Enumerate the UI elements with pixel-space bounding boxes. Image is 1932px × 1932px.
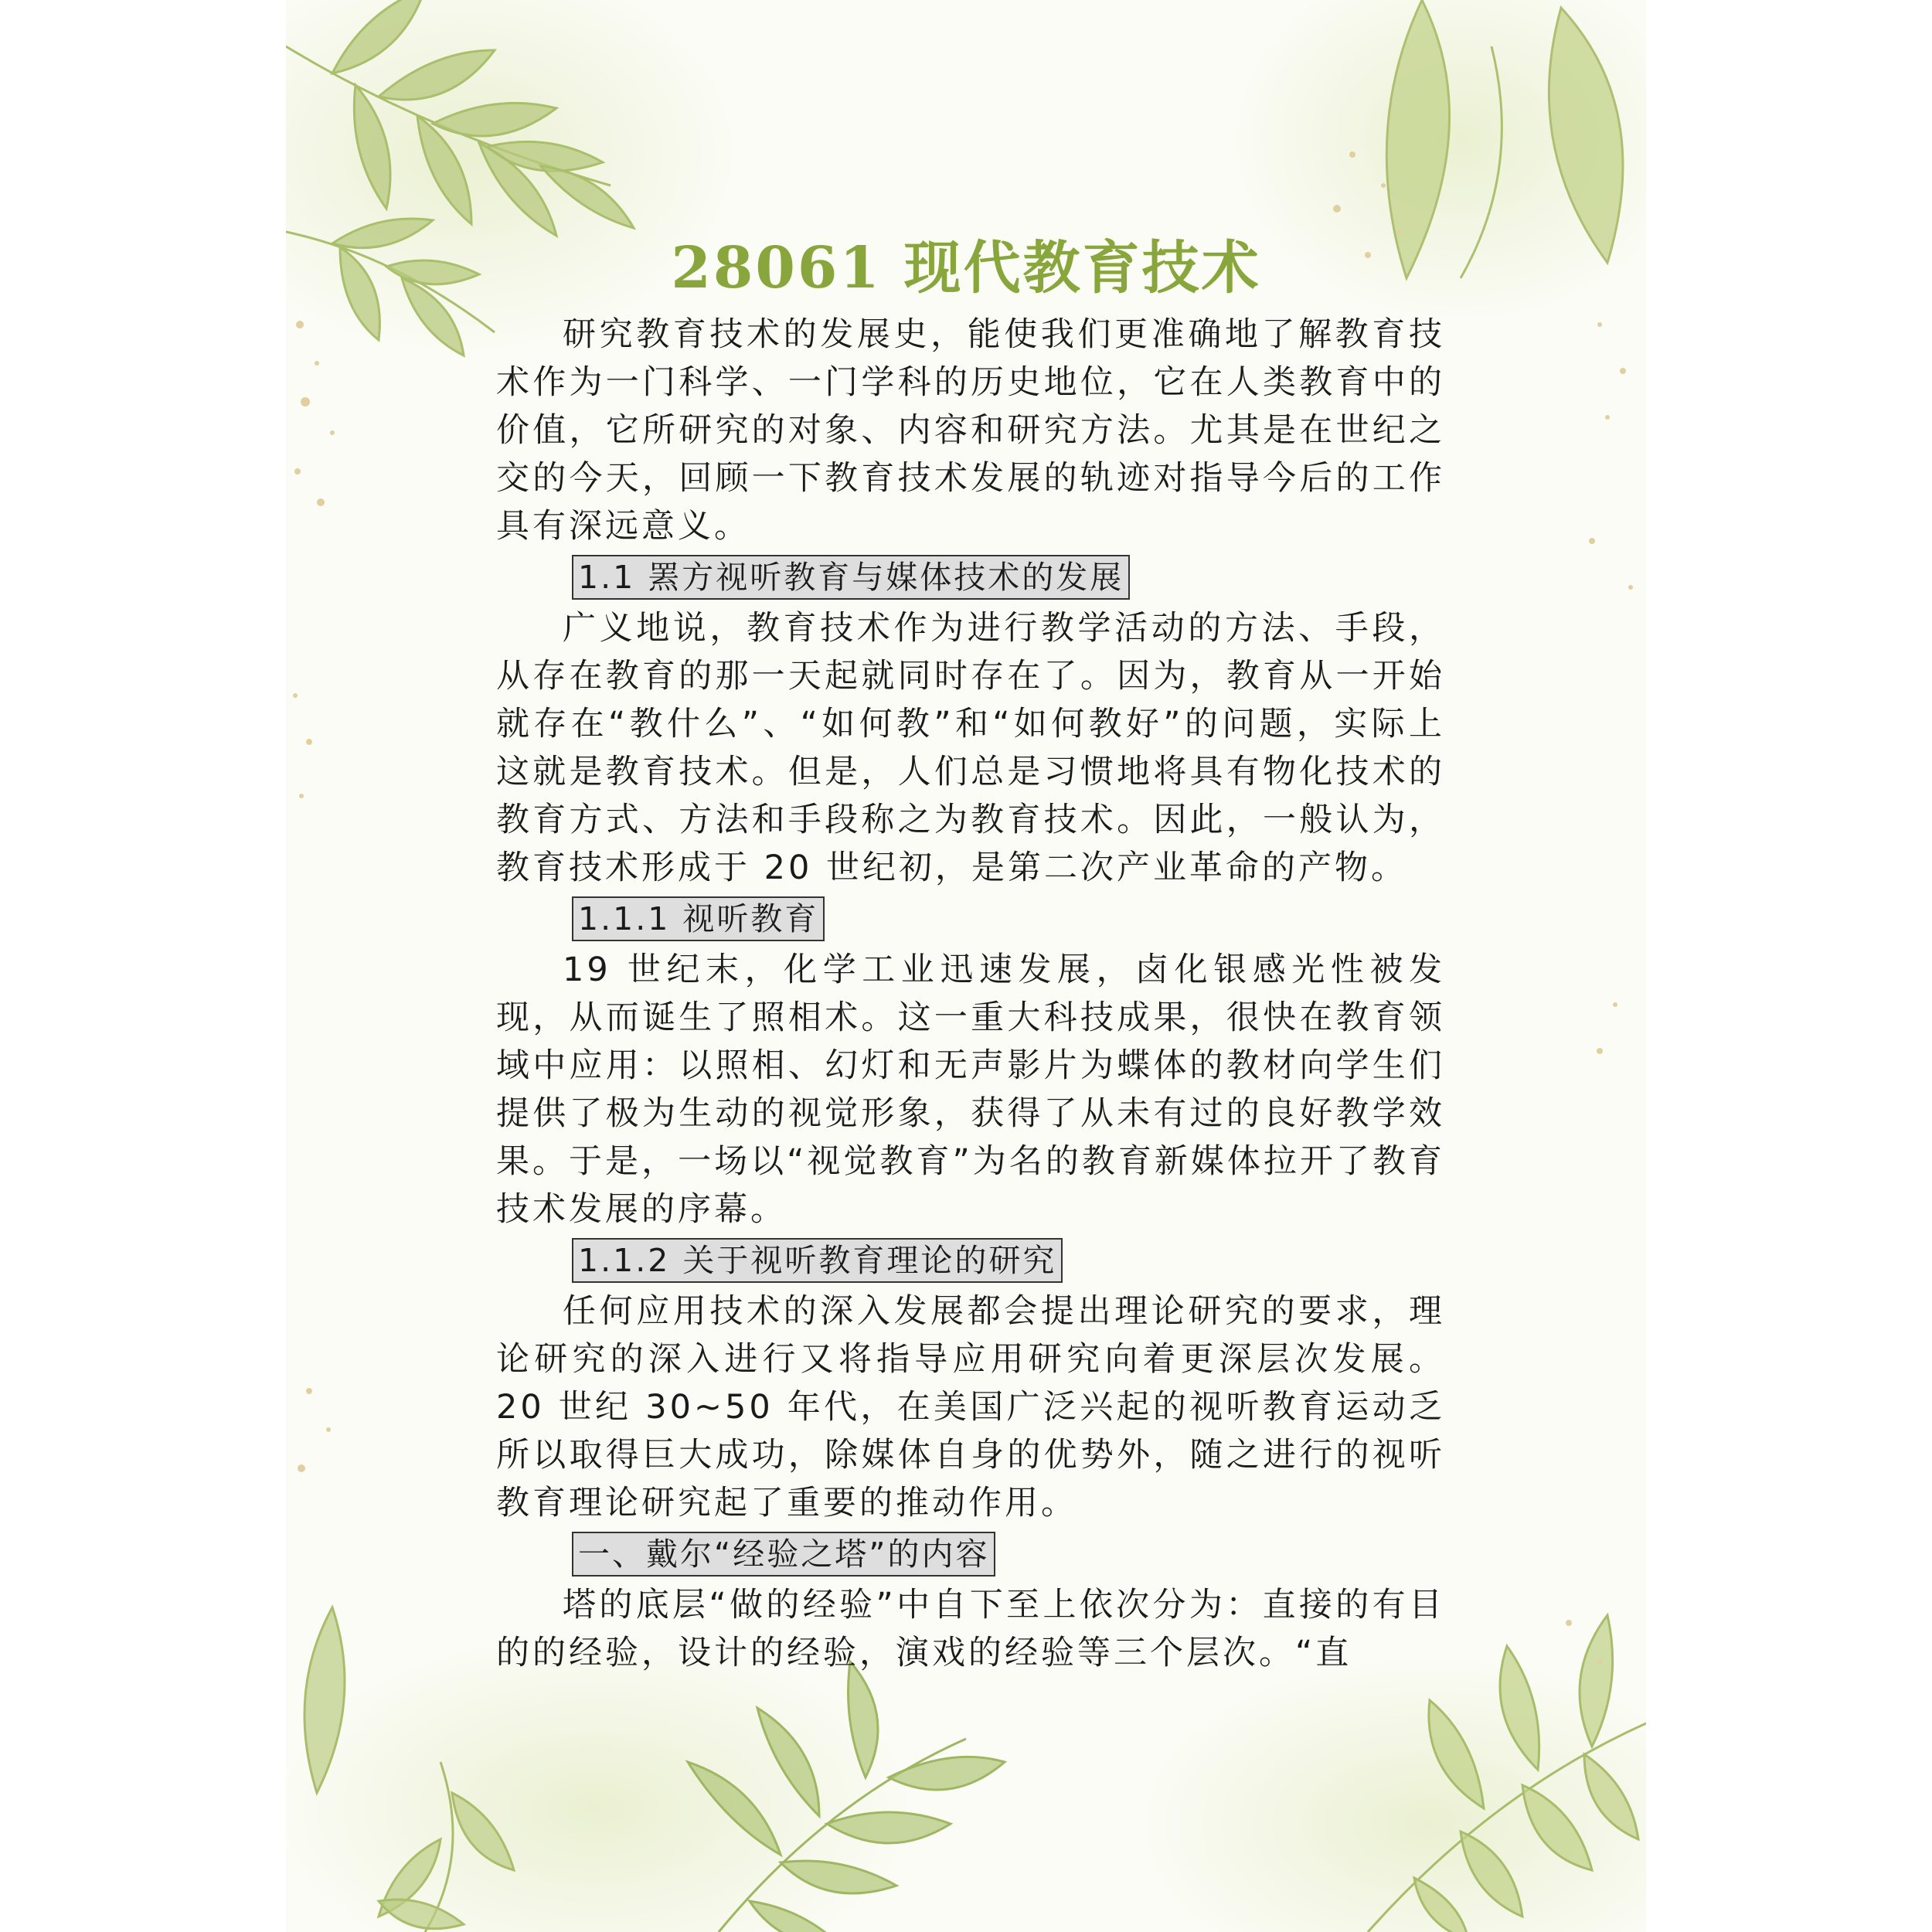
paragraph: 19 世纪末，化学工业迅速发展，卤化银感光性被发现，从而诞生了照相术。这一重大科技成果，很快在教育领域中应用：以照相、幻灯和无声影片为蝶体的教材向学生们提供了极为生动的视觉形象，获得了从未有过的良好教学效果。于是，一场以“视觉教育”为名的教育新媒体拉开了教育技术发展的序幕。 <box>496 951 1445 1229</box>
section-heading-row <box>496 553 1445 601</box>
section-heading-row <box>496 895 1445 943</box>
section-heading-row <box>496 1236 1445 1284</box>
paragraph: 广义地说，教育技术作为进行教学活动的方法、手段，从存在教育的那一天起就同时存在了。因为，教育从一开始就存在“教什么”、“如何教”和“如何教好”的问题，实际上这就是教育技术。但是，人们总是习惯地将具有物化技术的教育方式、方法和手段称之为教育技术。因此，一般认为，教育技术形成于 20 世纪初，是第二次产业革命的产物。 <box>496 609 1445 887</box>
paragraph: 研究教育技术的发展史，能使我们更准确地了解教育技术作为一门科学、一门学科的历史地位，它在人类教育中的价值，它所研究的对象、内容和研究方法。尤其是在世纪之交的今天，回顾一下教育技术发展的轨迹对指导今后的工作具有深远意义。 <box>496 315 1445 546</box>
document-page <box>286 0 1646 1932</box>
document-body <box>496 311 1445 1677</box>
section-heading: 1.1.2 关于视听教育理论的研究 <box>572 1238 1063 1283</box>
document-title: 28061 现代教育技术 <box>671 235 1261 301</box>
paragraph: 塔的底层“做的经验”中自下至上依次分为：直接的有目的的经验，设计的经验，演戏的经验等三个层次。“直 <box>496 1586 1445 1672</box>
section-heading-row <box>496 1530 1445 1578</box>
paragraph: 任何应用技术的深入发展都会提出理论研究的要求，理论研究的深入进行又将指导应用研究向着更深层次发展。20 世纪 30~50 年代，在美国广泛兴起的视听教育运动乏所以取得巨大成功，除媒体自身的优势外，随之进行的视听教育理论研究起了重要的推动作用。 <box>496 1292 1445 1522</box>
section-heading: 1.1.1 视听教育 <box>572 896 825 941</box>
section-heading: 1.1 罴方视听教育与媒体技术的发展 <box>572 555 1130 600</box>
section-heading: 一、戴尔“经验之塔”的内容 <box>572 1532 995 1577</box>
